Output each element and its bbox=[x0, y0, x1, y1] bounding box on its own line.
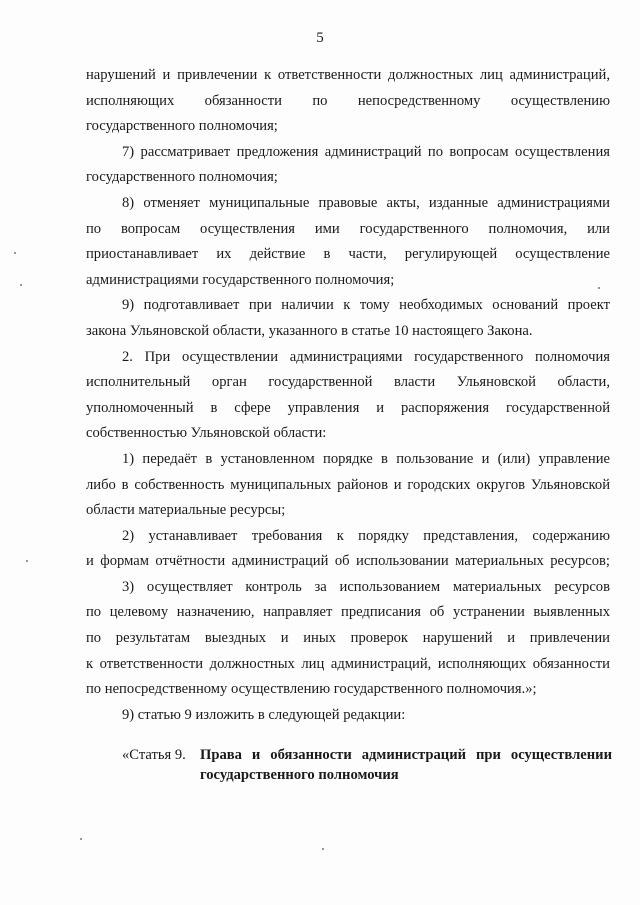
text-line: приостанавливает их действие в части, регулирующей осуществление bbox=[86, 246, 610, 263]
text-line: 3) осуществляет контроль за использованием материальных ресурсов bbox=[122, 578, 610, 595]
article-title bbox=[200, 745, 612, 785]
text-line: 8) отменяет муниципальные правовые акты, изданные администрациями bbox=[122, 194, 610, 211]
text-line: исполнительный орган государственной власти Ульяновской области, bbox=[86, 374, 610, 391]
text-line: собственностью Ульяновской области: bbox=[86, 425, 327, 442]
text-line: и формам отчётности администраций об использовании материальных ресурсов; bbox=[86, 553, 610, 570]
text-line: уполномоченный в сфере управления и распоряжения государственной bbox=[86, 399, 610, 416]
scan-speck bbox=[20, 284, 22, 286]
text-line: 7) рассматривает предложения администраций по вопросам осуществления bbox=[122, 143, 610, 160]
text-line: к ответственности должностных лиц администраций, исполняющих обязанности bbox=[86, 655, 610, 672]
text-line: 2. При осуществлении администрациями государственного полномочия bbox=[122, 348, 610, 365]
scan-speck bbox=[14, 252, 16, 254]
page-number: 5 bbox=[316, 30, 324, 46]
text-line: по результатам выездных и иных проверок нарушений и привлечении bbox=[86, 630, 610, 647]
document-body bbox=[86, 63, 610, 728]
text-line: исполняющих обязанности по непосредственному осуществлению bbox=[86, 92, 610, 109]
article-title-line: государственного полномочия bbox=[200, 767, 399, 783]
text-line: 9) подготавливает при наличии к тому необходимых оснований проект bbox=[122, 297, 610, 314]
text-line: либо в собственность муниципальных районов и городских округов Ульяновской bbox=[86, 476, 610, 493]
article-title-line: Права и обязанности администраций при осуществлении bbox=[200, 747, 612, 763]
text-line: закона Ульяновской области, указанного в статье 10 настоящего Закона. bbox=[86, 322, 533, 339]
scan-speck bbox=[80, 838, 82, 840]
article-label: «Статья 9. bbox=[122, 747, 186, 763]
text-line: 2) устанавливает требования к порядку представления, содержанию bbox=[122, 527, 610, 544]
scan-speck bbox=[26, 560, 28, 562]
text-line: государственного полномочия; bbox=[86, 118, 278, 135]
scan-speck bbox=[322, 848, 324, 850]
text-line: нарушений и привлечении к ответственности должностных лиц администраций, bbox=[86, 67, 610, 83]
text-line: администрациями государственного полномочия; bbox=[86, 271, 395, 288]
text-line: государственного полномочия; bbox=[86, 169, 278, 186]
text-line: области материальные ресурсы; bbox=[86, 502, 286, 519]
scan-speck bbox=[598, 287, 600, 289]
text-line: 1) передаёт в установленном порядке в пользование и (или) управление bbox=[122, 450, 610, 467]
text-line: по непосредственному осуществлению государственного полномочия.»; bbox=[86, 681, 537, 698]
text-line: 9) статью 9 изложить в следующей редакции: bbox=[122, 706, 406, 723]
text-line: по целевому назначению, направляет предписания об устранении выявленных bbox=[86, 604, 610, 621]
text-line: по вопросам осуществления ими государственного полномочия, или bbox=[86, 220, 610, 237]
